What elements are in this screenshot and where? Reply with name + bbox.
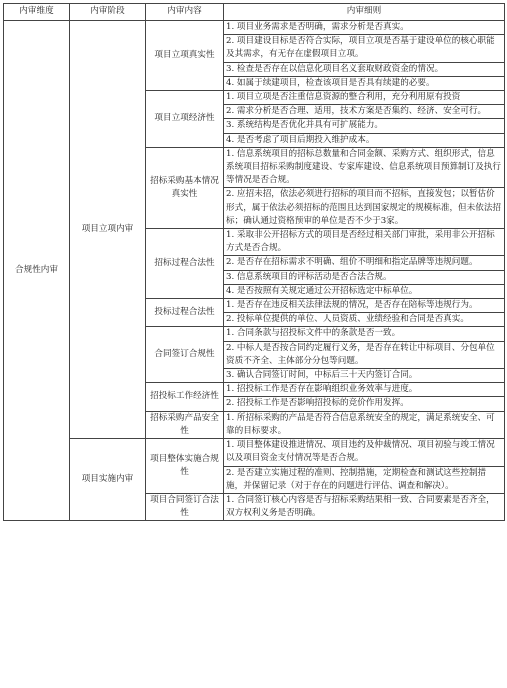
detail-cell: 2. 需求分析是否合理、适用，技术方案是否集约、经济、安全可行。 bbox=[224, 105, 505, 119]
content-cell: 项目合同签订合法性 bbox=[146, 493, 224, 520]
table-row bbox=[4, 439, 505, 466]
detail-cell: 2. 投标单位提供的单位、人员资质、业绩经验和合同是否真实。 bbox=[224, 313, 505, 327]
dimension-cell: 合规性内审 bbox=[4, 21, 70, 521]
detail-cell: 4. 如属于续建项目，检查该项目是否具有续建的必要。 bbox=[224, 76, 505, 90]
header-dimension: 内审维度 bbox=[4, 4, 70, 21]
content-cell: 招标过程合法性 bbox=[146, 229, 224, 299]
detail-cell: 3. 系统结构是否优化并具有可扩展能力。 bbox=[224, 119, 505, 133]
detail-cell: 1. 合同条款与招投标文件中的条款是否一致。 bbox=[224, 327, 505, 341]
content-cell: 招标采购基本情况真实性 bbox=[146, 147, 224, 228]
header-stage: 内审阶段 bbox=[70, 4, 146, 21]
table-header-row bbox=[4, 4, 505, 21]
content-cell: 招投标工作经济性 bbox=[146, 383, 224, 411]
content-cell: 合同签订合规性 bbox=[146, 327, 224, 383]
detail-cell: 4. 是否按照有关规定通过公开招标选定中标单位。 bbox=[224, 284, 505, 298]
content-cell: 项目立项真实性 bbox=[146, 21, 224, 91]
detail-cell: 1. 信息系统项目的招标总数量和合同金额、采购方式、组织形式，信息系统项目招标采购制度建设、专家库建设、信息系统项目预算制订及执行等情况是否合规。 bbox=[224, 147, 505, 188]
detail-cell: 1. 项目业务需求是否明确，需求分析是否真实。 bbox=[224, 21, 505, 35]
header-content: 内审内容 bbox=[146, 4, 224, 21]
detail-cell: 3. 信息系统项目的评标活动是否合法合规。 bbox=[224, 270, 505, 284]
detail-cell: 3. 检查是否存在以信息化项目名义套取财政资金的情况。 bbox=[224, 62, 505, 76]
detail-cell: 2. 中标人是否按合同约定履行义务，是否存在转让中标项目、分包单位资质不齐全、主体部分分包等问题。 bbox=[224, 341, 505, 368]
detail-cell: 1. 采取非公开招标方式的项目是否经过相关部门审批，采用非公开招标方式是否合规。 bbox=[224, 229, 505, 256]
detail-cell: 2. 招投标工作是否影响招投标的竞价作用发挥。 bbox=[224, 397, 505, 411]
detail-cell: 2. 项目建设目标是否符合实际，项目立项是否基于建设单位的核心职能及其需求，有无存在虚假项目立项。 bbox=[224, 35, 505, 62]
audit-table bbox=[3, 3, 505, 521]
content-cell: 招标采购产品安全性 bbox=[146, 411, 224, 438]
detail-cell: 4. 是否考虑了项目后期投入维护成本。 bbox=[224, 133, 505, 147]
content-cell: 项目整体实施合规性 bbox=[146, 439, 224, 494]
detail-cell: 1. 是否存在违反相关法律法规的情况，是否存在陪标等违规行为。 bbox=[224, 299, 505, 313]
detail-cell: 2. 是否存在招标需求不明确、组价不明细和指定品牌等违规问题。 bbox=[224, 256, 505, 270]
stage-cell: 项目立项内审 bbox=[70, 21, 146, 439]
detail-cell: 1. 招投标工作是否存在影响组织业务效率与进度。 bbox=[224, 383, 505, 397]
stage-cell: 项目实施内审 bbox=[70, 439, 146, 521]
detail-cell: 2. 应招未招，依法必须进行招标的项目而不招标，直接发包；以暂估价形式，属于依法必须招标的范围且达到国家规定的规模标准，但未依法招标；确认通过资格预审的单位是否不少于3家。 bbox=[224, 188, 505, 229]
table-row bbox=[4, 21, 505, 35]
detail-cell: 1. 项目立项是否注重信息资源的整合利用，充分利用原有投资 bbox=[224, 91, 505, 105]
detail-cell: 1. 项目整体建设推进情况、项目违约及仲裁情况、项目初验与竣工情况以及项目资金支付情况等是否合规。 bbox=[224, 439, 505, 466]
detail-cell: 3. 确认合同签订时间，中标后三十天内签订合同。 bbox=[224, 369, 505, 383]
content-cell: 投标过程合法性 bbox=[146, 299, 224, 327]
table-body bbox=[4, 21, 505, 521]
header-details: 内审细则 bbox=[224, 4, 505, 21]
detail-cell: 1. 所招标采购的产品是否符合信息系统安全的规定，满足系统安全、可靠的目标要求。 bbox=[224, 411, 505, 438]
content-cell: 项目立项经济性 bbox=[146, 91, 224, 148]
detail-cell: 1. 合同签订核心内容是否与招标采购结果相一致、合同要素是否齐全，双方权利义务是否明确。 bbox=[224, 493, 505, 520]
detail-cell: 2. 是否建立实施过程的准则、控制措施，定期检查和测试这些控制措施，并保留记录（对于存在的问题进行评估、调查和解决）。 bbox=[224, 466, 505, 493]
